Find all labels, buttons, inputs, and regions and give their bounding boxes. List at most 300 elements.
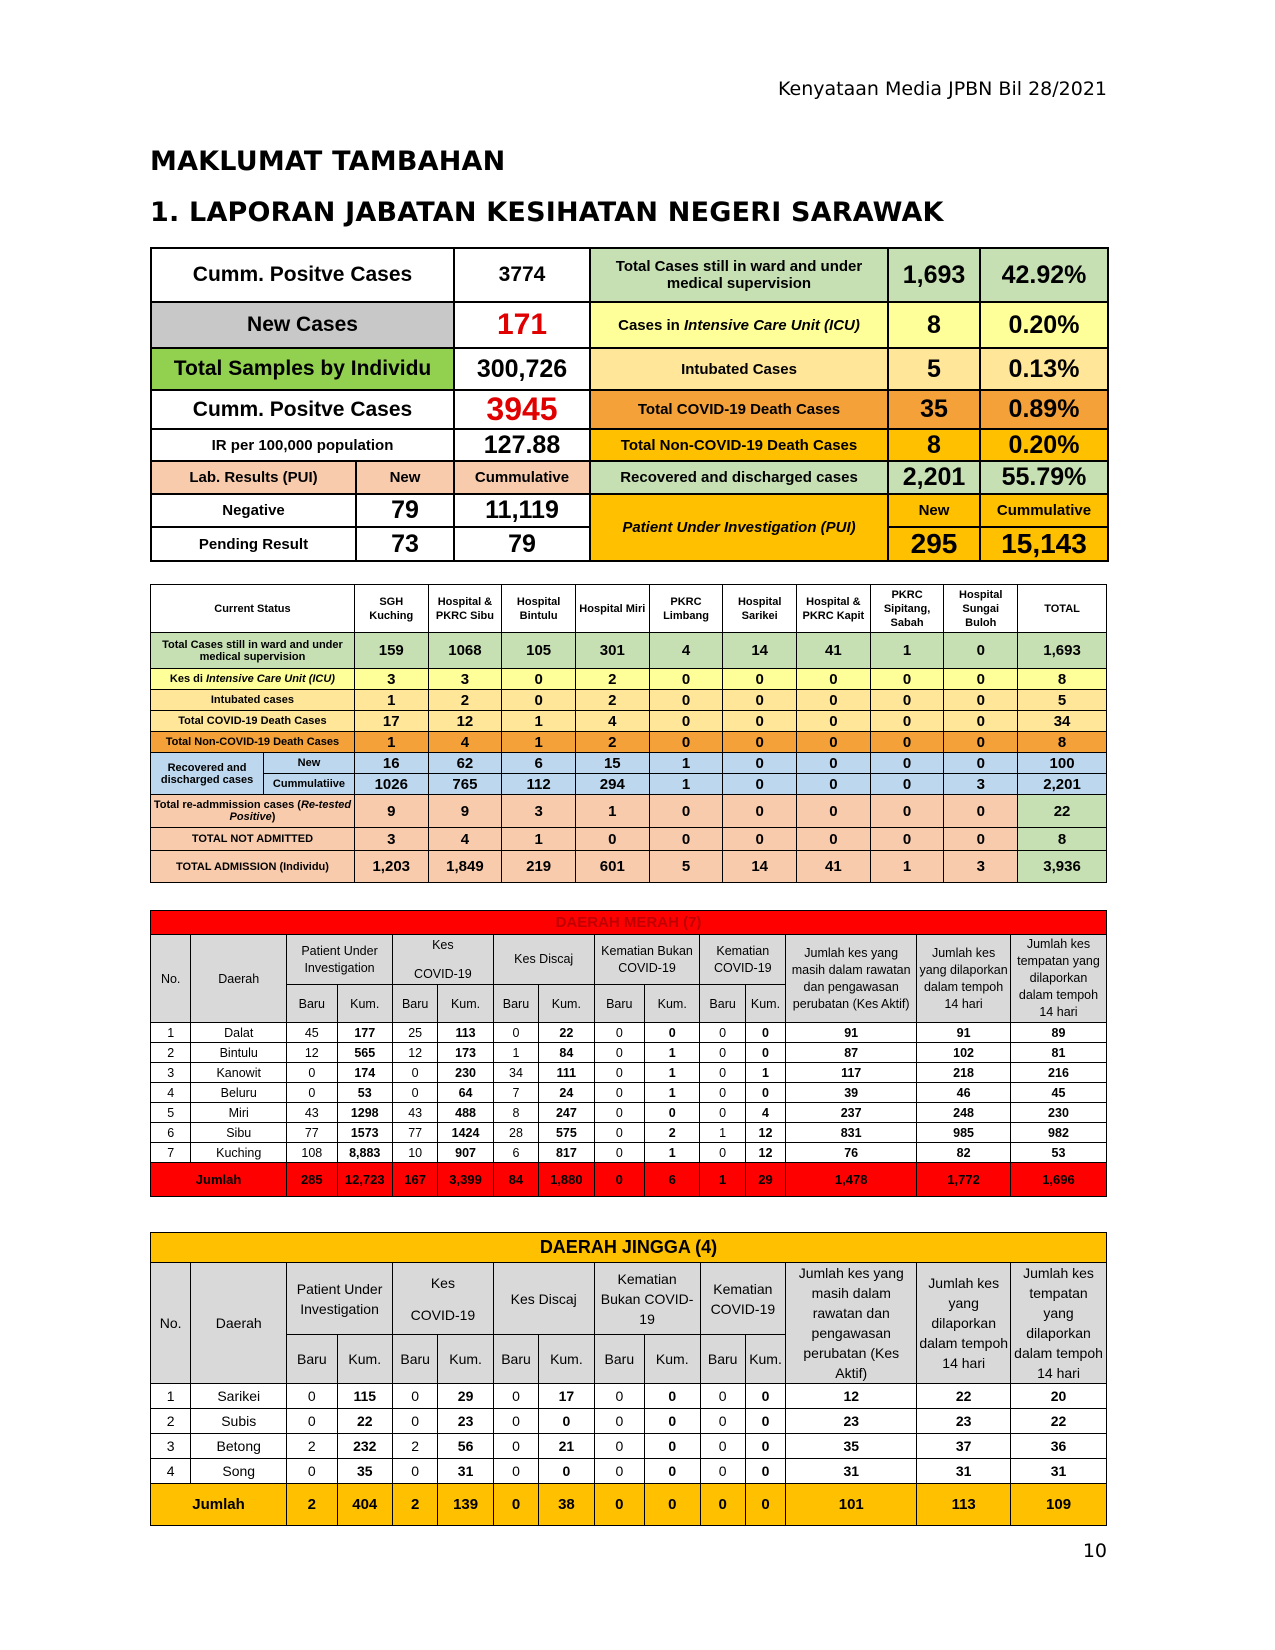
cell: 17 xyxy=(539,1384,594,1409)
cell: 0 xyxy=(944,669,1018,690)
cell: 2 xyxy=(287,1434,337,1459)
cell: 0 xyxy=(502,690,576,711)
cell: 84 xyxy=(493,1163,538,1197)
label-prefix: Kes di xyxy=(169,673,206,685)
cell: 0 xyxy=(700,1083,745,1103)
cell: 87 xyxy=(786,1043,917,1063)
cell: 0 xyxy=(870,774,944,795)
cell: 37 xyxy=(917,1434,1011,1459)
cell: 14 xyxy=(723,633,797,669)
cell: 0 xyxy=(649,669,723,690)
cell: 7 xyxy=(493,1083,538,1103)
daerah-jingga-table xyxy=(150,1232,1107,1526)
status-row-recovered-cumm xyxy=(151,774,1107,795)
district-name: Kuching xyxy=(191,1143,287,1163)
district-name: Sibu xyxy=(191,1123,287,1143)
cell: 7 xyxy=(151,1143,191,1163)
report-title: 1. LAPORAN JABATAN KESIHATAN NEGERI SARAWAK xyxy=(150,197,944,228)
cell: 0 xyxy=(745,1434,785,1459)
cell: 91 xyxy=(786,1023,917,1043)
sub-kum: Kum. xyxy=(645,1335,700,1384)
cell: 230 xyxy=(438,1063,493,1083)
covid-label: COVID-19 xyxy=(713,960,772,975)
total-header: TOTAL xyxy=(1018,585,1107,633)
cell: 0 xyxy=(700,1384,745,1409)
cell: 23 xyxy=(786,1409,917,1434)
cell: 8 xyxy=(1018,828,1107,851)
col-tempatan-14-hari: Jumlah kes tempatan yang dilaporkan dalam tempoh 14 hari xyxy=(1010,935,1106,1023)
daerah-merah-table xyxy=(150,910,1107,1197)
non-covid-death-label: Total Non-COVID-19 Death Cases xyxy=(590,429,888,461)
cell: 108 xyxy=(287,1143,337,1163)
sub-kum: Kum. xyxy=(337,985,392,1023)
table-row xyxy=(151,1143,1107,1163)
covid-label: COVID-19 xyxy=(414,966,472,981)
cell: 24 xyxy=(539,1083,594,1103)
negative-label: Negative xyxy=(151,494,356,527)
cell: 3 xyxy=(151,1063,191,1083)
cell: 2 xyxy=(428,690,502,711)
cell: 2 xyxy=(575,690,649,711)
cell: 1 xyxy=(575,795,649,828)
cell: 0 xyxy=(870,795,944,828)
district-name: Sarikei xyxy=(191,1384,287,1409)
cell: 216 xyxy=(1010,1063,1106,1083)
icu-value: 8 xyxy=(888,302,980,348)
pui-new-value: 295 xyxy=(888,527,980,561)
ward-percent: 42.92% xyxy=(980,248,1108,302)
table-row xyxy=(151,1043,1107,1063)
cell: 4 xyxy=(649,633,723,669)
cell: 1 xyxy=(354,732,428,753)
hospital-header: Hospital Bintulu xyxy=(502,585,576,633)
cell: 0 xyxy=(392,1459,437,1484)
pui-cumm-header: Cummulative xyxy=(980,494,1108,527)
cell: 1068 xyxy=(428,633,502,669)
kes-label: Kes xyxy=(430,1274,455,1291)
cell: 0 xyxy=(944,828,1018,851)
cell: 218 xyxy=(917,1063,1011,1083)
cell: 2,201 xyxy=(1018,774,1107,795)
cell: 12 xyxy=(786,1384,917,1409)
daerah-jingga-title: DAERAH JINGGA (4) xyxy=(151,1233,1107,1263)
table-row xyxy=(151,1103,1107,1123)
cell: 173 xyxy=(438,1043,493,1063)
cell: 39 xyxy=(786,1083,917,1103)
cell: 31 xyxy=(786,1459,917,1484)
cell: 113 xyxy=(438,1023,493,1043)
pending-new: 73 xyxy=(356,527,454,561)
cell: 4 xyxy=(151,1083,191,1103)
row-label: Intubated cases xyxy=(151,690,355,711)
daerah-merah-title: DAERAH MERAH (7) xyxy=(151,911,1107,935)
cell: 35 xyxy=(786,1434,917,1459)
cell: 101 xyxy=(786,1484,917,1526)
death-value: 35 xyxy=(888,390,980,429)
col-kes-aktif: Jumlah kes yang masih dalam rawatan dan pengawasan perubatan (Kes Aktif) xyxy=(786,1263,917,1384)
cell: 8,883 xyxy=(337,1143,392,1163)
cell: 36 xyxy=(1011,1434,1107,1459)
col-kematian-bukan: Kematian Bukan COVID-19 xyxy=(594,1263,700,1335)
cell: 0 xyxy=(649,711,723,732)
negative-cumm: 11,119 xyxy=(454,494,590,527)
kes-label: Kes xyxy=(432,937,454,952)
cell: 23 xyxy=(917,1409,1011,1434)
district-name: Miri xyxy=(191,1103,287,1123)
cell: 6 xyxy=(645,1163,700,1197)
sub-baru: Baru xyxy=(594,1335,644,1384)
cell: 0 xyxy=(944,711,1018,732)
cell: 20 xyxy=(1011,1384,1107,1409)
cell: 237 xyxy=(786,1103,917,1123)
cell: 1298 xyxy=(337,1103,392,1123)
cell: 1 xyxy=(502,711,576,732)
cell: 0 xyxy=(870,669,944,690)
cell: 0 xyxy=(594,1384,644,1409)
cell: 5 xyxy=(151,1103,191,1123)
cell: 2 xyxy=(575,732,649,753)
cell: 0 xyxy=(745,1384,785,1409)
cell: 0 xyxy=(594,1409,644,1434)
cell: 9 xyxy=(428,795,502,828)
cell: 0 xyxy=(700,1484,745,1526)
cell: 0 xyxy=(502,669,576,690)
cell: 0 xyxy=(700,1459,745,1484)
cell: 0 xyxy=(594,1063,644,1083)
sub-baru: Baru xyxy=(700,1335,745,1384)
cell: 76 xyxy=(786,1143,917,1163)
non-covid-death-value: 8 xyxy=(888,429,980,461)
label-italic: Re-tested Positive xyxy=(229,799,352,823)
cumm-positive-prev: 3774 xyxy=(454,248,590,302)
lab-results-label: Lab. Results (PUI) xyxy=(151,461,356,494)
cell: 177 xyxy=(337,1023,392,1043)
cell: 0 xyxy=(870,753,944,774)
sub-baru: Baru xyxy=(392,985,437,1023)
row-label: TOTAL NOT ADMITTED xyxy=(151,828,355,851)
cell: 64 xyxy=(438,1083,493,1103)
cell: 1,203 xyxy=(354,851,428,883)
col-kematian xyxy=(700,935,786,985)
cell: 0 xyxy=(723,753,797,774)
cell: 0 xyxy=(723,732,797,753)
cell: 4 xyxy=(745,1103,785,1123)
cell: 294 xyxy=(575,774,649,795)
cell: 0 xyxy=(944,795,1018,828)
cell: 105 xyxy=(502,633,576,669)
row-label: Cummulatiive xyxy=(264,774,355,795)
cell: 84 xyxy=(539,1043,594,1063)
cell: 0 xyxy=(944,753,1018,774)
cell: 985 xyxy=(917,1123,1011,1143)
hospital-header: Hospital & PKRC Kapit xyxy=(797,585,871,633)
district-name: Betong xyxy=(191,1434,287,1459)
col-pui: Patient Under Investigation xyxy=(287,1263,393,1335)
cell: 0 xyxy=(594,1043,644,1063)
cell: 159 xyxy=(354,633,428,669)
status-row-icu xyxy=(151,669,1107,690)
cell: 22 xyxy=(337,1409,392,1434)
cell: 0 xyxy=(797,732,871,753)
table-row xyxy=(151,1023,1107,1043)
cell: 34 xyxy=(493,1063,538,1083)
new-cases-value: 171 xyxy=(454,302,590,348)
cell: 907 xyxy=(438,1143,493,1163)
cell: 3 xyxy=(151,1434,191,1459)
cell: 117 xyxy=(786,1063,917,1083)
total-label: Jumlah xyxy=(151,1163,287,1197)
pending-label: Pending Result xyxy=(151,527,356,561)
district-name: Bintulu xyxy=(191,1043,287,1063)
new-cases-label: New Cases xyxy=(151,302,454,348)
cell: 0 xyxy=(594,1143,644,1163)
row-label: Total COVID-19 Death Cases xyxy=(151,711,355,732)
cell: 91 xyxy=(917,1023,1011,1043)
cell: 77 xyxy=(392,1123,437,1143)
row-label: Total Non-COVID-19 Death Cases xyxy=(151,732,355,753)
cell: 56 xyxy=(438,1434,493,1459)
row-label: Total Cases still in ward and under medical supervision xyxy=(151,633,355,669)
sub-baru: Baru xyxy=(287,985,337,1023)
cell: 46 xyxy=(917,1083,1011,1103)
cell: 14 xyxy=(723,851,797,883)
cell: 230 xyxy=(1010,1103,1106,1123)
cell: 0 xyxy=(645,1384,700,1409)
table-row xyxy=(151,1123,1107,1143)
cell: 0 xyxy=(700,1063,745,1083)
cell: 89 xyxy=(1010,1023,1106,1043)
cell: 0 xyxy=(594,1434,644,1459)
death-percent: 0.89% xyxy=(980,390,1108,429)
col-kes-aktif: Jumlah kes yang masih dalam rawatan dan pengawasan perubatan (Kes Aktif) xyxy=(786,935,917,1023)
summary-table xyxy=(150,247,1109,562)
hospital-header: Hospital & PKRC Sibu xyxy=(428,585,502,633)
cell: 8 xyxy=(493,1103,538,1123)
cell: 139 xyxy=(438,1484,493,1526)
cell: 112 xyxy=(502,774,576,795)
cell: 21 xyxy=(539,1434,594,1459)
cell: 0 xyxy=(287,1409,337,1434)
cell: 1 xyxy=(493,1043,538,1063)
cell: 0 xyxy=(723,711,797,732)
samples-label: Total Samples by Individu xyxy=(151,348,454,390)
status-row-intubated xyxy=(151,690,1107,711)
cell: 4 xyxy=(428,828,502,851)
cell: 1026 xyxy=(354,774,428,795)
cell: 0 xyxy=(594,1083,644,1103)
cell: 115 xyxy=(337,1384,392,1409)
cell: 1 xyxy=(700,1163,745,1197)
cell: 2 xyxy=(151,1043,191,1063)
samples-value: 300,726 xyxy=(454,348,590,390)
cell: 29 xyxy=(745,1163,785,1197)
cell: 111 xyxy=(539,1063,594,1083)
cell: 0 xyxy=(493,1384,538,1409)
cell: 0 xyxy=(797,711,871,732)
cell: 3,936 xyxy=(1018,851,1107,883)
cell: 81 xyxy=(1010,1043,1106,1063)
cell: 219 xyxy=(502,851,576,883)
cell: 1 xyxy=(870,851,944,883)
cell: 113 xyxy=(917,1484,1011,1526)
ir-label: IR per 100,000 population xyxy=(151,429,454,461)
cell: 3 xyxy=(428,669,502,690)
ward-label: Total Cases still in ward and under medical supervision xyxy=(590,248,888,302)
cell: 3 xyxy=(502,795,576,828)
cell: 0 xyxy=(649,828,723,851)
cell: 0 xyxy=(392,1063,437,1083)
district-name: Dalat xyxy=(191,1023,287,1043)
col-kes-covid xyxy=(392,935,493,985)
cell: 12 xyxy=(745,1143,785,1163)
sub-kum: Kum. xyxy=(745,1335,785,1384)
cell: 8 xyxy=(1018,669,1107,690)
cell: 1,478 xyxy=(786,1163,917,1197)
sub-kum: Kum. xyxy=(438,1335,493,1384)
district-name: Subis xyxy=(191,1409,287,1434)
icu-label-prefix: Cases in xyxy=(618,316,684,334)
sub-baru: Baru xyxy=(700,985,745,1023)
label-prefix: Total re-admmission cases ( xyxy=(153,799,301,811)
cell: 1 xyxy=(502,732,576,753)
cell: 0 xyxy=(700,1023,745,1043)
cell: 1 xyxy=(502,828,576,851)
cell: 0 xyxy=(700,1434,745,1459)
cell: 0 xyxy=(645,1484,700,1526)
col-14-hari: Jumlah kes yang dilaporkan dalam tempoh 14 hari xyxy=(917,1263,1011,1384)
cell: 82 xyxy=(917,1143,1011,1163)
status-row-admission xyxy=(151,851,1107,883)
cell: 0 xyxy=(392,1384,437,1409)
cell: 0 xyxy=(575,828,649,851)
cell: 0 xyxy=(645,1023,700,1043)
cell: 22 xyxy=(1011,1409,1107,1434)
cell: 0 xyxy=(594,1163,644,1197)
cell: 1 xyxy=(354,690,428,711)
cell: 1 xyxy=(745,1063,785,1083)
district-name: Beluru xyxy=(191,1083,287,1103)
cell: 0 xyxy=(723,690,797,711)
lab-new-header: New xyxy=(356,461,454,494)
cell: 34 xyxy=(1018,711,1107,732)
cell: 1,880 xyxy=(539,1163,594,1197)
col-daerah: Daerah xyxy=(191,1263,287,1384)
kematian-label: Kematian xyxy=(713,1280,773,1297)
row-label: TOTAL ADMISSION (Individu) xyxy=(151,851,355,883)
cell: 0 xyxy=(539,1459,594,1484)
cell: 22 xyxy=(539,1023,594,1043)
cell: 9 xyxy=(354,795,428,828)
cell: 565 xyxy=(337,1043,392,1063)
cell: 0 xyxy=(745,1459,785,1484)
cell: 53 xyxy=(1010,1143,1106,1163)
cell: 0 xyxy=(870,711,944,732)
sub-baru: Baru xyxy=(493,985,538,1023)
cell: 0 xyxy=(594,1123,644,1143)
cell: 0 xyxy=(944,690,1018,711)
col-tempatan-14-hari: Jumlah kes tempatan yang dilaporkan dalam tempoh 14 hari xyxy=(1011,1263,1107,1384)
cell: 0 xyxy=(594,1103,644,1123)
cell: 1,849 xyxy=(428,851,502,883)
cell: 0 xyxy=(797,753,871,774)
cell: 31 xyxy=(1011,1459,1107,1484)
cell: 1,772 xyxy=(917,1163,1011,1197)
col-kes-discaj: Kes Discaj xyxy=(493,1263,594,1335)
cell: 43 xyxy=(392,1103,437,1123)
cell: 1 xyxy=(645,1083,700,1103)
cell: 31 xyxy=(917,1459,1011,1484)
cell: 12 xyxy=(745,1123,785,1143)
status-row-ward xyxy=(151,633,1107,669)
cell: 0 xyxy=(493,1434,538,1459)
cell: 5 xyxy=(649,851,723,883)
kematian-label: Kematian xyxy=(716,943,770,958)
sub-baru: Baru xyxy=(594,985,644,1023)
pui-new-header: New xyxy=(888,494,980,527)
status-row-recovered-new xyxy=(151,753,1107,774)
cell: 601 xyxy=(575,851,649,883)
cell: 0 xyxy=(700,1103,745,1123)
cell: 0 xyxy=(797,669,871,690)
cell: 0 xyxy=(493,1409,538,1434)
cell: 817 xyxy=(539,1143,594,1163)
cell: 0 xyxy=(700,1043,745,1063)
icu-label-italic: Intensive Care Unit (ICU) xyxy=(684,316,860,334)
table-row xyxy=(151,1384,1107,1409)
cell: 3 xyxy=(354,669,428,690)
death-label: Total COVID-19 Death Cases xyxy=(590,390,888,429)
sub-kum: Kum. xyxy=(337,1335,392,1384)
jingga-total-row xyxy=(151,1484,1107,1526)
intubated-percent: 0.13% xyxy=(980,348,1108,390)
cell: 35 xyxy=(337,1459,392,1484)
ward-value: 1,693 xyxy=(888,248,980,302)
cell: 12 xyxy=(392,1043,437,1063)
recovered-group-label: Recovered and discharged cases xyxy=(151,753,264,795)
cell: 29 xyxy=(438,1384,493,1409)
cell: 1 xyxy=(649,774,723,795)
cell: 1 xyxy=(645,1043,700,1063)
jingga-rows xyxy=(151,1384,1107,1484)
cell: 167 xyxy=(392,1163,437,1197)
col-no: No. xyxy=(151,935,191,1023)
cell: 0 xyxy=(649,690,723,711)
cell: 12 xyxy=(428,711,502,732)
cell: 248 xyxy=(917,1103,1011,1123)
col-kematian xyxy=(700,1263,786,1335)
cell: 2 xyxy=(645,1123,700,1143)
status-row-readmission xyxy=(151,795,1107,828)
status-row-not-admitted xyxy=(151,828,1107,851)
cell: 2 xyxy=(151,1409,191,1434)
cell: 0 xyxy=(745,1484,785,1526)
cell: 4 xyxy=(151,1459,191,1484)
cell: 1 xyxy=(870,633,944,669)
col-kes-covid xyxy=(392,1263,493,1335)
cell: 1,693 xyxy=(1018,633,1107,669)
cell: 0 xyxy=(645,1459,700,1484)
label-suffix: ) xyxy=(271,811,276,823)
cell: 5 xyxy=(1018,690,1107,711)
cell: 10 xyxy=(392,1143,437,1163)
sub-baru: Baru xyxy=(392,1335,437,1384)
cell: 1 xyxy=(645,1143,700,1163)
cell: 1 xyxy=(649,753,723,774)
cell: 3,399 xyxy=(438,1163,493,1197)
cell: 0 xyxy=(493,1459,538,1484)
cell: 43 xyxy=(287,1103,337,1123)
cell: 38 xyxy=(539,1484,594,1526)
